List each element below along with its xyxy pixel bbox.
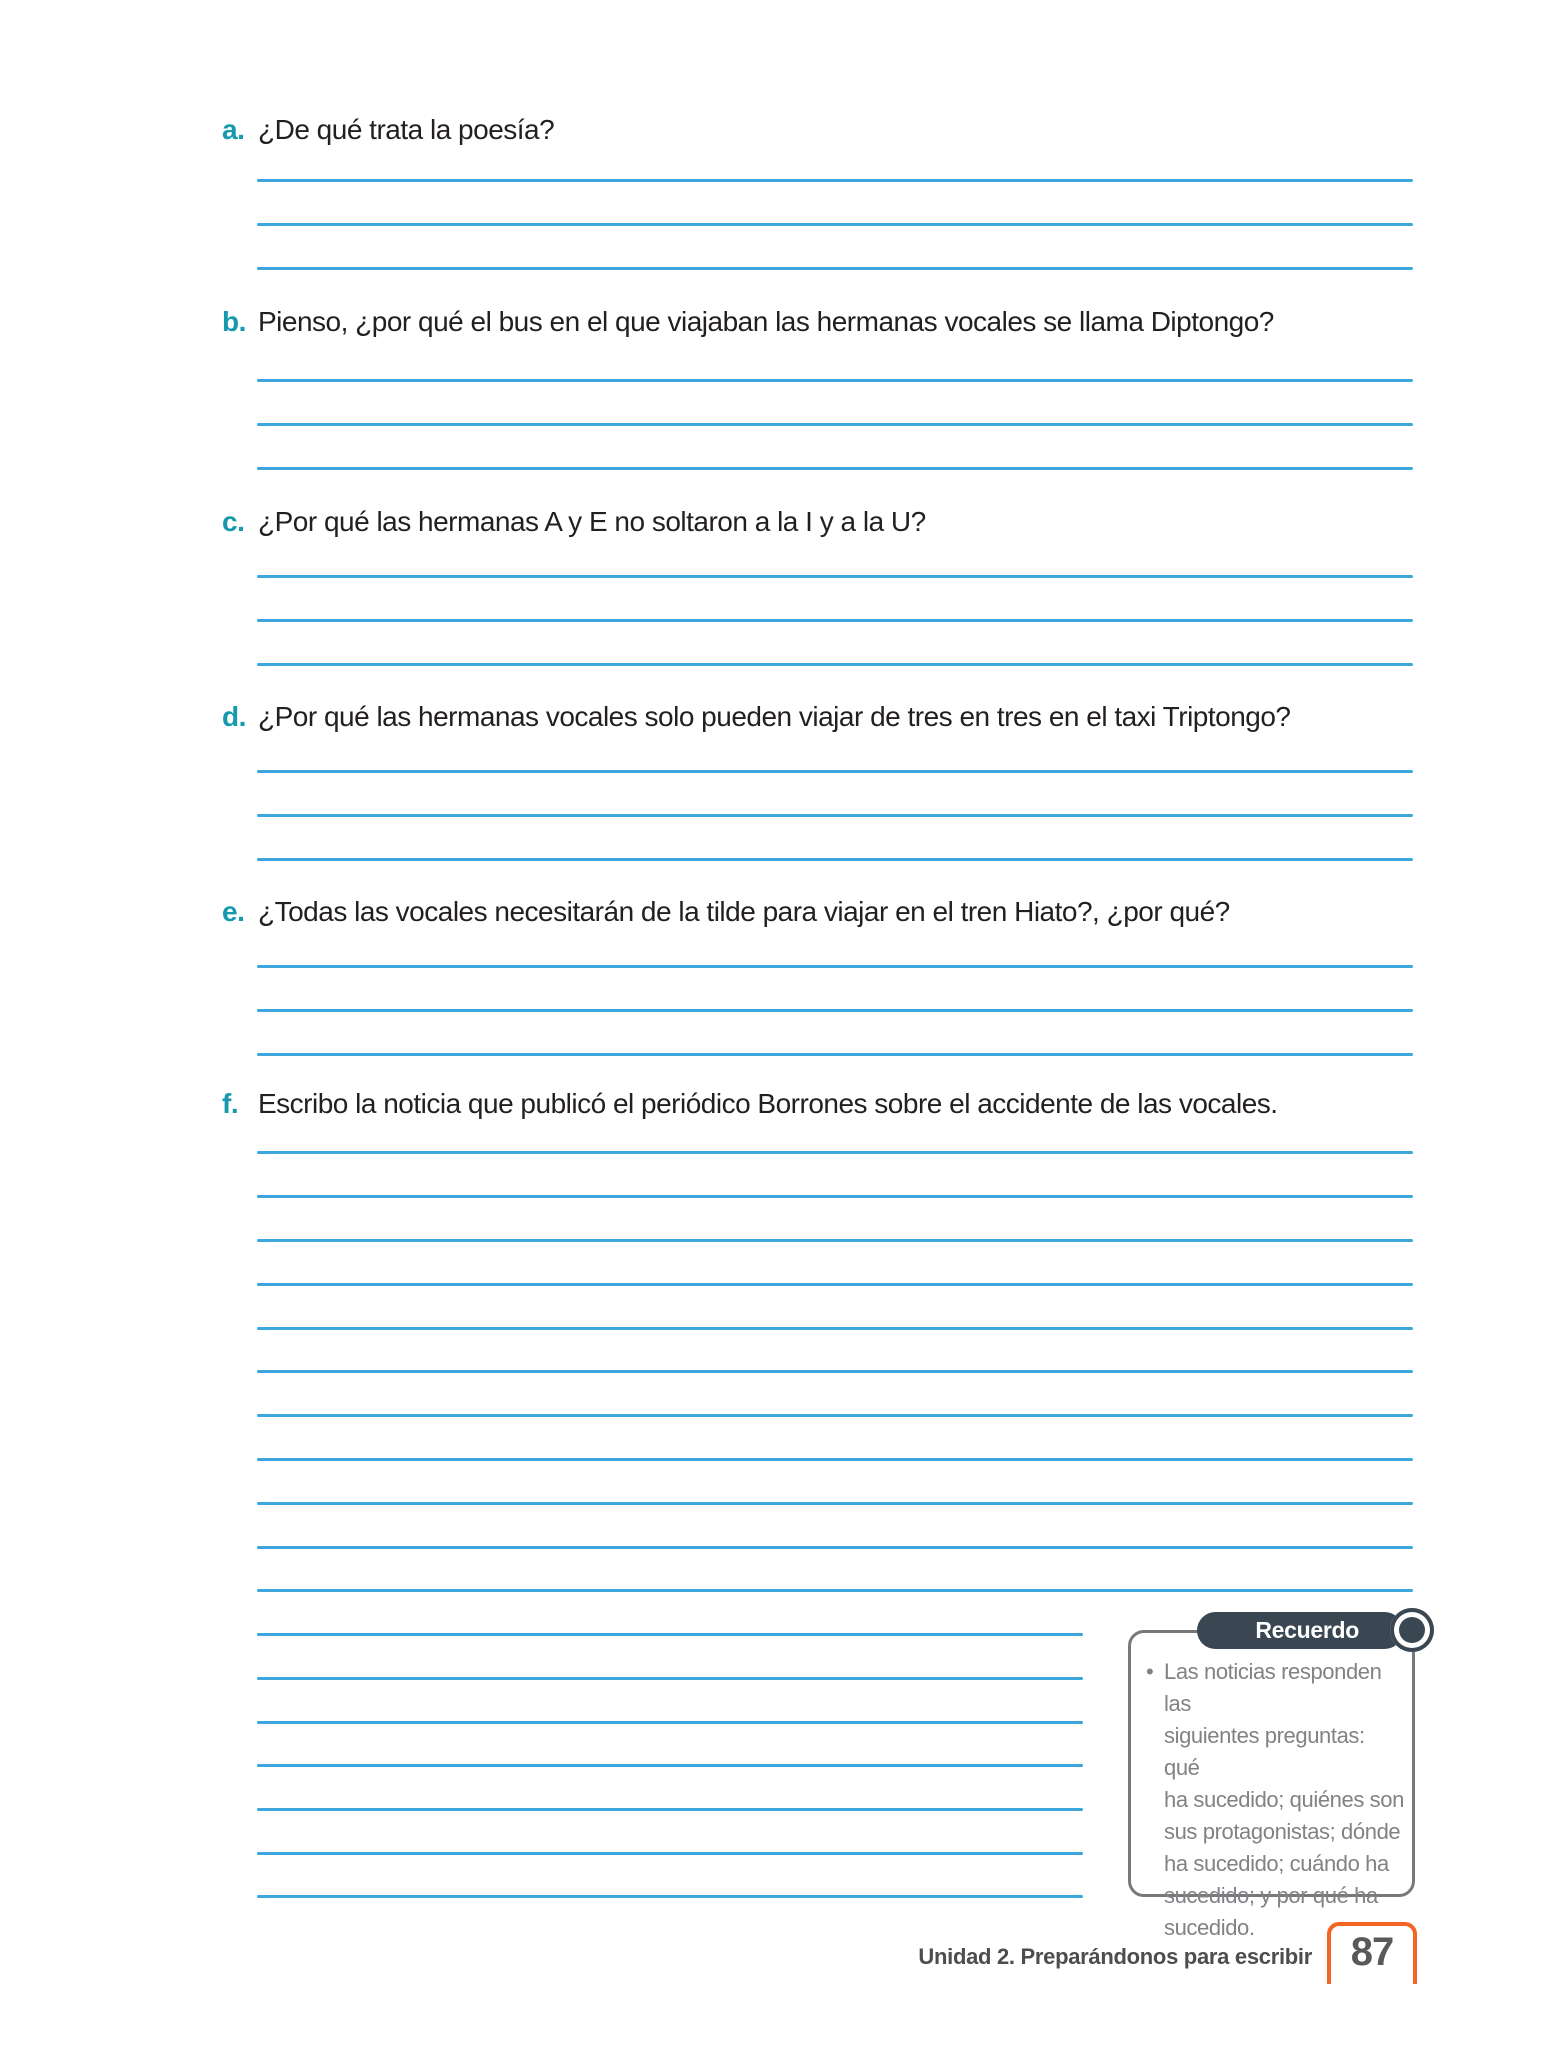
recuerdo-text-line: Las noticias responden las: [1164, 1659, 1382, 1716]
recuerdo-text-line: ha sucedido; quiénes son: [1164, 1787, 1404, 1812]
answer-line: [257, 814, 1413, 817]
question-label-b: b.: [222, 306, 246, 337]
answer-line: [257, 1195, 1413, 1198]
recuerdo-text-line: sucedido.: [1164, 1915, 1255, 1940]
recuerdo-text-line: sus protagonistas; dónde: [1164, 1819, 1401, 1844]
question-label-e: e.: [222, 896, 245, 927]
answer-line: [257, 1764, 1083, 1767]
answer-line: [257, 467, 1413, 470]
question-row-f: [222, 1084, 1422, 1124]
answer-line: [257, 1852, 1083, 1855]
question-row-a: [222, 110, 1422, 150]
recuerdo-header-pill: [1197, 1612, 1403, 1649]
recuerdo-text-line: ha sucedido; cuándo ha: [1164, 1851, 1389, 1876]
question-label-c: c.: [222, 506, 245, 537]
answer-line: [257, 1053, 1413, 1056]
ring-icon: [1390, 1608, 1434, 1652]
answer-line: [257, 1327, 1413, 1330]
answer-line: [257, 179, 1413, 182]
question-row-b: [222, 302, 1422, 342]
answer-line: [257, 770, 1413, 773]
bullet-icon: •: [1146, 1659, 1154, 1684]
question-text-d: ¿Por qué las hermanas vocales solo pueden viajar de tres en tres en el taxi Triptongo?: [258, 701, 1291, 732]
answer-line: [257, 1721, 1083, 1724]
question-row-d: [222, 697, 1422, 737]
answer-line: [257, 1502, 1413, 1505]
answer-line: [257, 1009, 1413, 1012]
question-label-a: a.: [222, 114, 245, 145]
answer-line: [257, 379, 1413, 382]
page-number: 87: [1350, 1930, 1394, 1974]
recuerdo-title: Recuerdo: [1255, 1617, 1359, 1643]
recuerdo-body: [1146, 1656, 1404, 1944]
answer-line: [257, 1677, 1083, 1680]
question-text-f: Escribo la noticia que publicó el periódico Borrones sobre el accidente de las vocales.: [258, 1088, 1278, 1119]
question-row-e: [222, 892, 1422, 932]
footer-unit-label: Unidad 2. Preparándonos para escribir: [918, 1944, 1312, 1969]
answer-line: [257, 858, 1413, 861]
answer-line: [257, 663, 1413, 666]
question-text-c: ¿Por qué las hermanas A y E no soltaron a la I y a la U?: [258, 506, 926, 537]
answer-line: [257, 1239, 1413, 1242]
answer-line: [257, 1546, 1413, 1549]
answer-line: [257, 1283, 1413, 1286]
answer-line: [257, 1151, 1413, 1154]
answer-line: [257, 1458, 1413, 1461]
answer-line: [257, 1808, 1083, 1811]
question-text-e: ¿Todas las vocales necesitarán de la tilde para viajar en el tren Hiato?, ¿por qué?: [258, 896, 1230, 927]
answer-line: [257, 619, 1413, 622]
question-text-b: Pienso, ¿por qué el bus en el que viajaban las hermanas vocales se llama Diptongo?: [258, 306, 1274, 337]
answer-line: [257, 1414, 1413, 1417]
answer-line: [257, 965, 1413, 968]
recuerdo-bullet-row: [1146, 1656, 1404, 1720]
answer-line: [257, 223, 1413, 226]
answer-line: [257, 1633, 1083, 1636]
answer-line: [257, 1895, 1083, 1898]
question-label-d: d.: [222, 701, 246, 732]
question-row-c: [222, 502, 1422, 542]
answer-line: [257, 1589, 1413, 1592]
answer-line: [257, 575, 1413, 578]
answer-line: [257, 1370, 1413, 1373]
answer-line: [257, 423, 1413, 426]
answer-line: [257, 267, 1413, 270]
recuerdo-text-line: siguientes preguntas: qué: [1164, 1723, 1365, 1780]
recuerdo-text-line: sucedido; y por qué ha: [1164, 1883, 1378, 1908]
question-label-f: f.: [222, 1088, 239, 1119]
question-text-a: ¿De qué trata la poesía?: [258, 114, 555, 145]
